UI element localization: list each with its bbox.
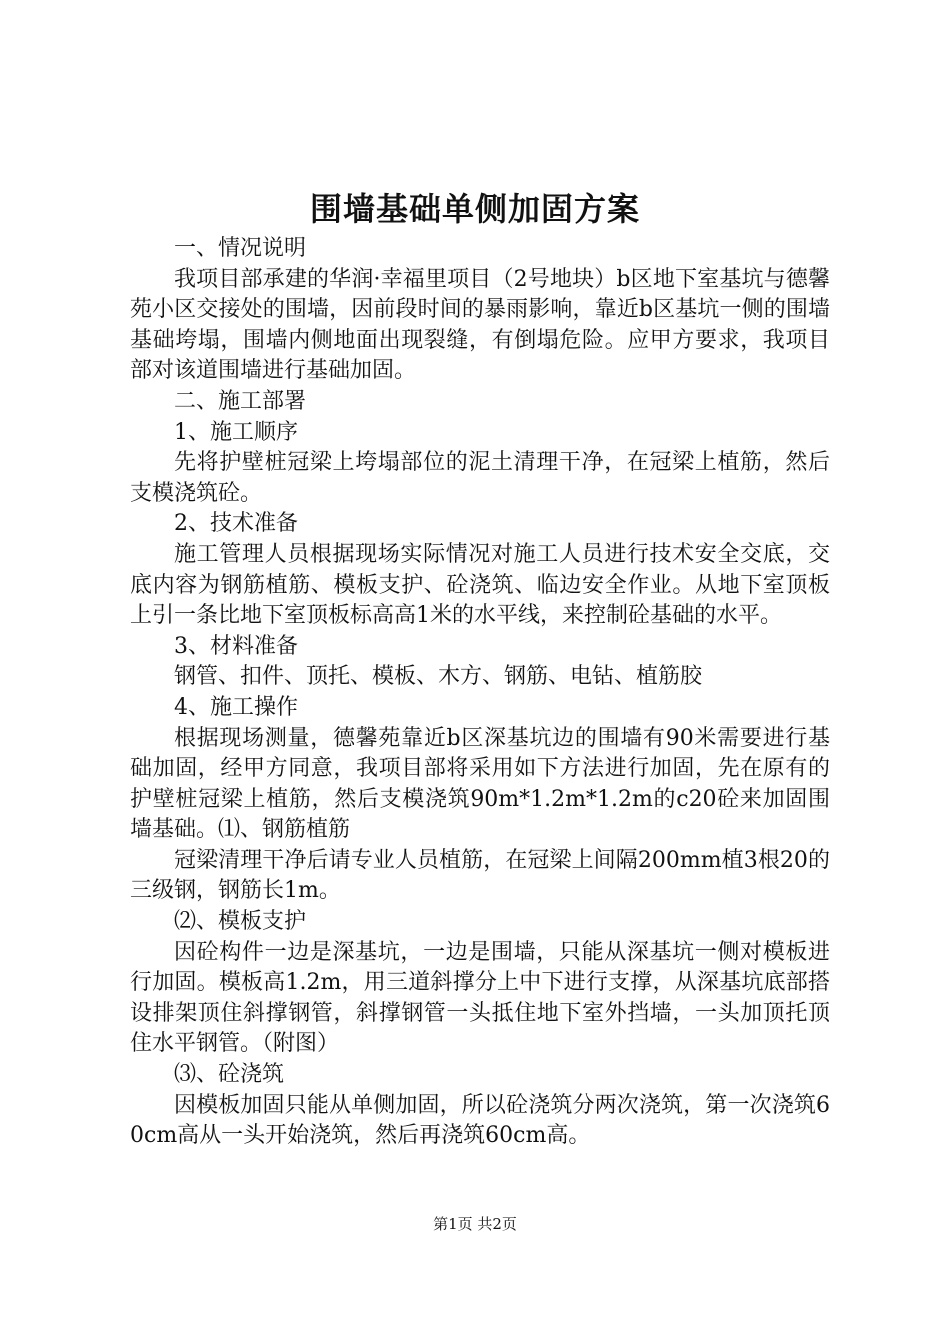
body-paragraph: 根据现场测量，德馨苑靠近b区深基坑边的围墙有90米需要进行基础加固，经甲方同意，我项目部将采用如下方法进行加固，先在原有的护壁桩冠梁上植筋，然后支模浇筑90m*1.2m*1.2m的c20砼来加固围墙基础。⑴、钢筋植筋 xyxy=(130,725,830,843)
body-paragraph: 我项目部承建的华润·幸福里项目（2号地块）b区地下室基坑与德馨苑小区交接处的围墙，因前段时间的暴雨影响，靠近b区基坑一侧的围墙基础垮塌，围墙内侧地面出现裂缝，有倒塌危险。应甲方要求，我项目部对该道围墙进行基础加固。 xyxy=(130,266,830,384)
page-footer: 第1页 共2页 xyxy=(433,1215,517,1233)
document-body xyxy=(130,234,830,1152)
section-heading: 一、情况说明 xyxy=(174,236,307,261)
subsection-heading: 2、技术准备 xyxy=(174,511,298,537)
subsection-heading: ⑶、砼浇筑 xyxy=(174,1062,285,1088)
body-paragraph: 冠梁清理干净后请专业人员植筋，在冠梁上间隔200mm植3根20的三级钢，钢筋长1m。 xyxy=(130,847,830,904)
body-paragraph: 先将护壁桩冠梁上垮塌部位的泥土清理干净，在冠梁上植筋，然后支模浇筑砼。 xyxy=(130,450,830,506)
document-title: 围墙基础单侧加固方案 xyxy=(309,190,640,228)
body-paragraph: 施工管理人员根据现场实际情况对施工人员进行技术安全交底，交底内容为钢筋植筋、模板支护、砼浇筑、临边安全作业。从地下室顶板上引一条比地下室顶板标高高1米的水平线，来控制砼基础的水平。 xyxy=(130,541,830,629)
section-heading: 二、施工部署 xyxy=(174,388,307,414)
body-paragraph: 钢管、扣件、顶托、模板、木方、钢筋、电钻、植筋胶 xyxy=(174,664,703,690)
subsection-heading: 1、施工顺序 xyxy=(174,419,298,445)
subsection-heading: 3、材料准备 xyxy=(174,633,298,659)
body-paragraph: 因模板加固只能从单侧加固，所以砼浇筑分两次浇筑，第一次浇筑60cm高从一头开始浇筑，然后再浇筑60cm高。 xyxy=(130,1092,830,1149)
body-paragraph: 因砼构件一边是深基坑，一边是围墙，只能从深基坑一侧对模板进行加固。模板高1.2m，用三道斜撑分上中下进行支撑，从深基坑底部搭设排架顶住斜撑钢管，斜撑钢管一头抵住地下室外挡墙，一头加顶托顶住水平钢管。（附图） xyxy=(130,939,830,1057)
subsection-heading: 4、施工操作 xyxy=(174,694,298,720)
subsection-heading: ⑵、模板支护 xyxy=(174,909,307,935)
